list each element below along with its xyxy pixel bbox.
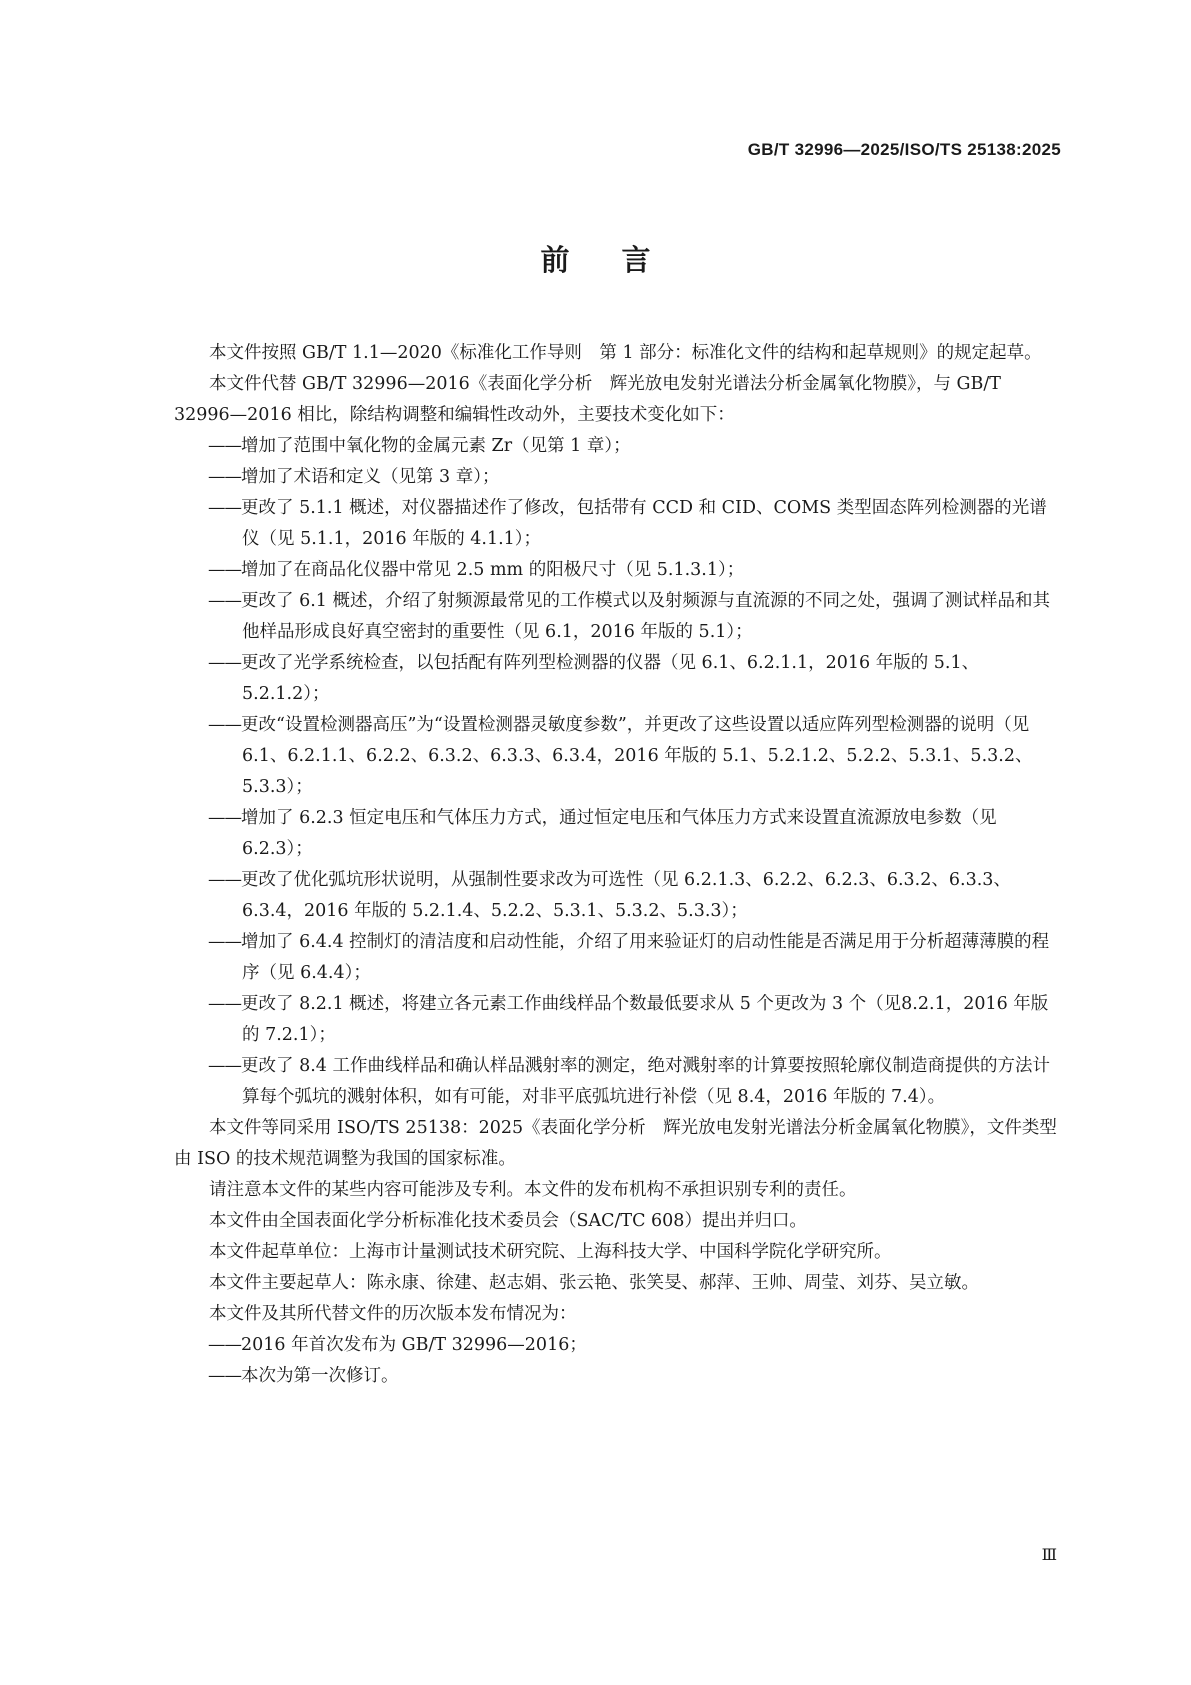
change-item-text: 增加了在商品化仪器中常见 2.5 mm 的阳极尺寸（见 5.1.3.1）； [241, 560, 745, 580]
change-item [174, 710, 1060, 803]
change-item [174, 989, 1060, 1051]
change-item [174, 648, 1060, 710]
change-item [174, 803, 1060, 865]
history-item-text: 2016 年首次发布为 GB/T 32996—2016； [241, 1335, 587, 1355]
change-item-text: 更改“设置检测器高压”为“设置检测器灵敏度参数”，并更改了这些设置以适应阵列型检测器的说明（见 6.1、6.2.1.1、6.2.2、6.3.2、6.3.3、6.3.4，2016 年版的 5.1、5.2.1.2、5.2.2、5.3.1、5.3.2、5.3.3）； [241, 715, 1033, 797]
body-paragraph: 请注意本文件的某些内容可能涉及专利。本文件的发布机构不承担识别专利的责任。 [209, 1180, 857, 1200]
dash-marker: —— [208, 808, 241, 828]
dash-marker: —— [208, 870, 241, 890]
dash-marker: —— [208, 1366, 241, 1386]
change-item-text: 增加了 6.2.3 恒定电压和气体压力方式，通过恒定电压和气体压力方式来设置直流源放电参数（见 6.2.3）； [241, 808, 997, 859]
change-item [174, 462, 1060, 493]
history-item-text: 本次为第一次修订。 [241, 1366, 399, 1386]
dash-marker: —— [208, 653, 241, 673]
history-item [174, 1330, 1060, 1361]
dash-marker: —— [208, 994, 241, 1014]
change-item-text: 增加了 6.4.4 控制灯的清洁度和启动性能，介绍了用来验证灯的启动性能是否满足用于分析超薄薄膜的程序（见 6.4.4）； [241, 932, 1050, 983]
intro-paragraph: 本文件按照 GB/T 1.1—2020《标准化工作导则 第 1 部分：标准化文件的结构和起草规则》的规定起草。 [209, 343, 1042, 363]
page-title: 前言 [540, 243, 703, 277]
change-item [174, 586, 1060, 648]
change-item [174, 431, 1060, 462]
change-item [174, 865, 1060, 927]
change-item-text: 更改了 8.4 工作曲线样品和确认样品溅射率的测定，绝对溅射率的计算要按照轮廓仪制造商提供的方法计算每个弧坑的溅射体积，如有可能，对非平底弧坑进行补偿（见 8.4，2016 年版的 7.4）。 [241, 1056, 1050, 1107]
dash-marker: —— [208, 715, 241, 735]
dash-marker: —— [208, 932, 241, 952]
body-paragraph: 本文件由全国表面化学分析标准化技术委员会（SAC/TC 608）提出并归口。 [209, 1211, 807, 1231]
change-item-text: 更改了 6.1 概述，介绍了射频源最常见的工作模式以及射频源与直流源的不同之处，强调了测试样品和其他样品形成良好真空密封的重要性（见 6.1，2016 年版的 5.1）； [241, 591, 1050, 642]
change-item-text: 更改了光学系统检查，以包括配有阵列型检测器的仪器（见 6.1、6.2.1.1，2016 年版的 5.1、5.2.1.2）； [241, 653, 980, 704]
dash-marker: —— [208, 498, 241, 518]
page-number: Ⅲ [1041, 1545, 1057, 1564]
body-paragraph: 本文件等同采用 ISO/TS 25138：2025《表面化学分析 辉光放电发射光谱法分析金属氧化物膜》，文件类型由 ISO 的技术规范调整为我国的国家标准。 [174, 1118, 1057, 1169]
foreword-body [174, 338, 1060, 1392]
body-paragraph: 本文件主要起草人：陈永康、徐建、赵志娟、张云艳、张笑旻、郝萍、王帅、周莹、刘芬、吴立敏。 [209, 1273, 979, 1293]
body-paragraph: 本文件及其所代替文件的历次版本发布情况为： [209, 1304, 577, 1324]
body-paragraph: 本文件起草单位：上海市计量测试技术研究院、上海科技大学、中国科学院化学研究所。 [209, 1242, 892, 1262]
change-item [174, 1051, 1060, 1113]
standard-code-header: GB/T 32996—2025/ISO/TS 25138:2025 [747, 140, 1061, 159]
change-item-text: 更改了 5.1.1 概述，对仪器描述作了修改，包括带有 CCD 和 CID、COMS 类型固态阵列检测器的光谱仪（见 5.1.1，2016 年版的 4.1.1）； [241, 498, 1047, 549]
change-item-text: 更改了 8.2.1 概述，将建立各元素工作曲线样品个数最低要求从 5 个更改为 3 个（见8.2.1，2016 年版的 7.2.1）； [241, 994, 1049, 1045]
change-item-text: 增加了术语和定义（见第 3 章）； [241, 467, 500, 487]
dash-marker: —— [208, 1056, 241, 1076]
change-item [174, 493, 1060, 555]
history-item [174, 1361, 1060, 1392]
dash-marker: —— [208, 467, 241, 487]
dash-marker: —— [208, 591, 241, 611]
change-item-text: 更改了优化弧坑形状说明，从强制性要求改为可选性（见 6.2.1.3、6.2.2、6.2.3、6.3.2、6.3.3、6.3.4，2016 年版的 5.2.1.4、5.2.2、5.3.1、5.3.2、5.3.3）； [241, 870, 1011, 921]
change-item-text: 增加了范围中氧化物的金属元素 Zr（见第 1 章）； [241, 436, 631, 456]
intro-paragraph: 本文件代替 GB/T 32996—2016《表面化学分析 辉光放电发射光谱法分析金属氧化物膜》，与 GB/T 32996—2016 相比，除结构调整和编辑性改动外，主要技术变化如下： [174, 374, 1001, 425]
dash-marker: —— [208, 436, 241, 456]
dash-marker: —— [208, 560, 241, 580]
change-item [174, 927, 1060, 989]
dash-marker: —— [208, 1335, 241, 1355]
change-item [174, 555, 1060, 586]
